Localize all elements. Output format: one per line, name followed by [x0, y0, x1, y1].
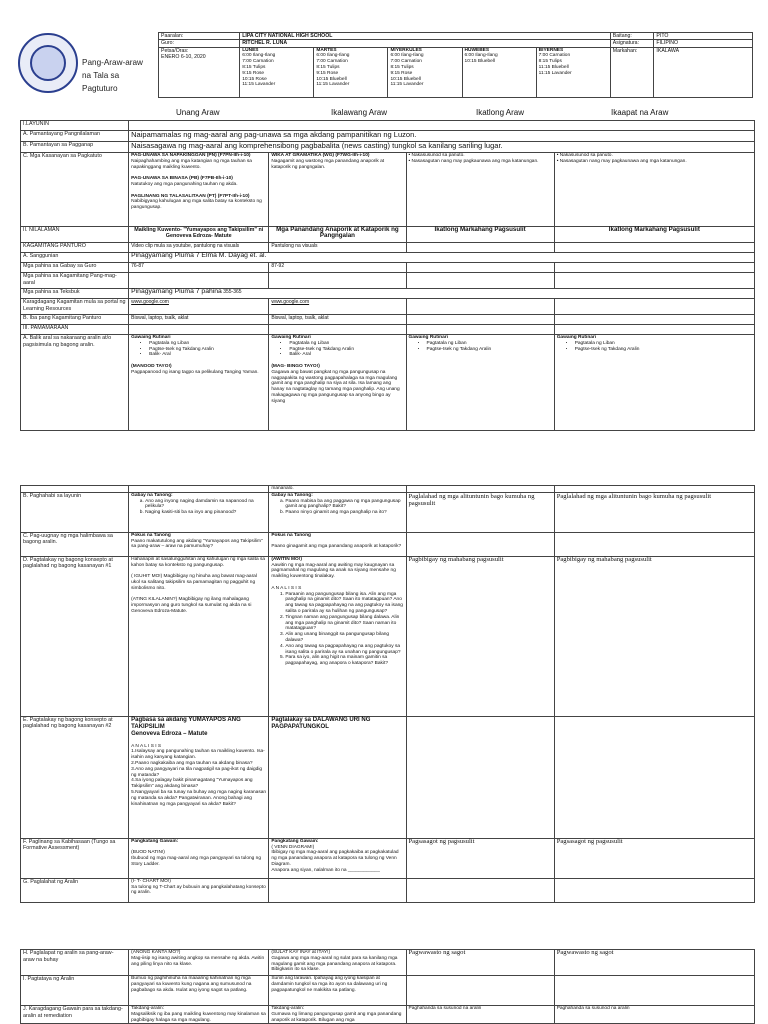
schedule-day-2: MARTES 6:00 Ilang-Ilang 7:00 Carnation 8:15 Tulips 9:15 Rose 10:15 Bluebell 11:15 Lavander	[314, 47, 388, 97]
competencies-day-4: • Nakasusunod sa panuto. • Nasasagutan nang may pagkaunawa ang mga katanungan.	[554, 153, 754, 227]
deped-seal-logo	[18, 33, 78, 93]
quarter-value: IKALAWA	[654, 47, 753, 97]
subject-value: FILIPINO	[654, 40, 753, 47]
discussion-1-day-3: Pagbibigay ng mahabang pagsusulit	[406, 556, 554, 716]
assignment-label: J. Karagdagang Gawain para sa takdang-aralin at remediation	[21, 1006, 129, 1024]
references-text: Pinagyamang Pluma 7 Elma M. Dayag et. al.	[129, 253, 755, 263]
competencies-day-3: • Nakasusunod sa panuto. • Nasasagutan nang may pagkaunawa ang mga katanungan.	[406, 153, 554, 227]
review-day-2: Gawaing Rutinari • Pagtatala ng Liban • Pagtse-tsek ng Takdang Aralin • Balik- Aral (MAG- BINGO TAYO!) Gagawa ang bawat pangkat ng mga pangungusap na nagpapakita ng wastong pagpapahalaga sa mga magulang gamit ang mga panghalip na siya at sila. Isa lamang ang hanay na nagtataglay ng tamang mga panghalip. Ang unang makagagawa ng mga pangungusap sa anyong bingo ay siyang	[269, 335, 406, 431]
learner-materials-label: Mga pahina sa Kagamitang Pang-mag-aaral	[21, 273, 129, 289]
schedule-day-3: MIYERKULES 6:00 Ilang-Ilang 7:00 Carnation 8:15 Tulips 9:15 Rose 10:15 Bluebell 11:15 Lavander	[388, 47, 462, 97]
day-header-2: Ikalawang Araw	[331, 108, 388, 117]
textbook-text: Pinagyamang Pluma 7 pahina 355-365	[129, 289, 755, 299]
teacher-guide-label: Mga pahina sa Gabay sa Guro	[21, 263, 129, 273]
application-day-1: (ANONG KANTA MO?) Mag-iisip ng isang awiting angkop sa mensahe ng akda. Awitin ang piling linya nito sa klase.	[129, 950, 269, 976]
mastery-day-3: Pagsasagot ng pagsusulit	[406, 838, 554, 878]
performance-standard-text: Naisasagawa ng mag-aaral ang komprehensibong pagbabalita (news casting) tungkol sa kanilang sariling lugar.	[129, 142, 755, 153]
other-materials-day-1: Biswal, laptop, tsalk, aklat	[129, 315, 269, 325]
school-label: Paaralan:	[159, 33, 240, 40]
generalization-label: G. Paglalahat ng Aralin	[21, 878, 129, 902]
other-materials-label: B. Iba pang Kagamitang Panturo	[21, 315, 129, 325]
competencies-day-1: PAG-UNAWA SA NAPAKINGGAN (PN) (F7PN-IIh-i-10) Naipaghahambing ang mga katangian ng mga tauhan sa napakinggang maikling kuwento. PAG-UNAWA SA BINASA (PB) (F7PB-IIh-i-10) Natutukoy ang mga pangunahing tauhan ng akda. PAGLINANG NG TALASALITAAN (PT) (F7PT-IIh-i-10) Nabibigyang kahulugan ang mga salita batay sa konteksto ng pangungusap.	[129, 153, 269, 227]
discussion-2-label: E. Pagtalakay ng bagong konsepto at paglalahad ng bagong kasanayan #2	[21, 716, 129, 838]
plan-table-page-1	[20, 120, 755, 431]
evaluation-label: I. Pagtataya ng Aralin	[21, 976, 129, 1006]
teacher-guide-day-2: 87-92	[269, 263, 406, 273]
performance-standard-label: B. Pamantayan sa Pagganap	[21, 142, 129, 153]
discussion-2-day-2: Pagtalakay sa DALAWANG URI NG PAGPAPATUNGKOL	[269, 716, 406, 838]
application-day-4: Pagwawasto ng sagot	[554, 950, 754, 976]
mastery-day-2: Pangkatang Gawain: ( VENN DIAGRAM!) Ibibigay ng mga mag-aaral ang pagkakaiba at pagkakatulad ng mga panandang anapora at katapora sa tulong ng Venn Diagram. Anapora ang siyan, nalalman ito na ____________	[269, 838, 406, 878]
grade-value: PITO	[654, 33, 753, 40]
teacher-value: RITCHEL R. LUNA	[240, 40, 611, 47]
review-day-1: Gawaing Rutinari • Pagtatala ng Liban • Pagtse-tsek ng Takdang Aralin • Balik- Aral (MANOOD TAYO!) Pagpapanood ng isang tagpo sa pelikulang Tanging Yaman.	[129, 335, 269, 431]
plan-table-page-3	[20, 949, 755, 1024]
grade-label: Baitang:	[610, 33, 654, 40]
discussion-1-day-4: Pagbibigay ng mahabang pagsusulit	[554, 556, 754, 716]
content-label: II. NILALAMAN	[21, 227, 129, 243]
competencies-label: C. Mga Kasanayan sa Pagkatuto	[21, 153, 129, 227]
purpose-day-4: Paglalahad ng mga alituntunin bago kumuha ng pagsusulit	[554, 492, 754, 532]
content-day-4: Ikatlong Markahang Pagsusulit	[554, 227, 754, 243]
review-label: A. Balik aral sa nakaraang aralin at/o pagsisimula ng bagong aralin.	[21, 335, 129, 431]
date-label: Petsa/Oras:	[161, 47, 189, 54]
purpose-day-1: Gabay na Tanong: a. Ano ang inyong naging damdamin sa napanood na pelikula? b. Naging kasiti-siti ba sa inyo ang pinanood?	[129, 492, 269, 532]
assignment-day-4: Paghahanda sa susunod na aralin	[554, 1006, 754, 1024]
examples-day-2: Pokus na Tanong Paano ginagamit ang mga panandang anaporik at kataporik?	[269, 532, 406, 556]
additional-materials-label: Karagdagang Kagamitan mula sa portal ng Learning Resources	[21, 299, 129, 315]
teacher-label: Guro:	[159, 40, 240, 47]
mastery-day-4: Pagsasagot ng pagsusulit	[554, 838, 754, 878]
schedule-day-1: LUNES 6:00 Ilang-Ilang 7:00 Carnation 8:15 Tulips 9:15 Rose 10:15 Rose 11:15 Lavander	[240, 47, 314, 97]
discussion-1-label: D. Pagtalakay ng bagong konsepto at paglalahad ng bagong kasanayan #1	[21, 556, 129, 716]
procedures-label: III. PAMAMARAAN	[21, 325, 129, 335]
purpose-day-3: Paglalahad ng mga alituntunin bago kumuha ng pagsusulit	[406, 492, 554, 532]
materials-day-2: Pantulong na visuals	[269, 243, 406, 253]
content-day-2: Mga Panandang Anaporik at Kataporik ng Pangngalan	[269, 227, 406, 243]
content-standard-text: Naipamamalas ng mag-aaral ang pag-unawa sa mga akdang pampanitikan ng Luzon.	[129, 131, 755, 142]
continued-text: mananalo.	[269, 486, 406, 493]
link-google-day-2[interactable]: www.google.com	[269, 299, 406, 315]
materials-label: KAGAMITANG PANTURO	[21, 243, 129, 253]
schedule-day-4: HUWEBES 6:00 Ilang-Ilang 10:15 Bluebell	[462, 47, 536, 97]
assignment-day-1: Takdang-aralin: Magsaliksik ng iba pang maikling kuwentong may kinalaman sa pagbibigay halaga sa mga magulang.	[129, 1006, 269, 1024]
assignment-day-2: Takdang-aralin: Gumawa ng limang pangungusap gamit ang mga panandang anaporik at kataporik. Bilugan ang mga	[269, 1006, 406, 1024]
subject-label: Asignatura:	[610, 40, 654, 47]
content-standard-label: A. Pamantayang Pangnilalaman	[21, 131, 129, 142]
schedule-day-5: BIYERNES 7:00 Carnation 8:15 Tulips 11:15 Bluebell 11:15 Lavander	[536, 47, 610, 97]
content-day-3: Ikatlong Markahang Pagsusulit	[406, 227, 554, 243]
school-value: LIPA CITY NATIONAL HIGH SCHOOL	[240, 33, 611, 40]
discussion-2-day-1: Pagbasa sa akdang YUMAYAPOS ANG TAKIPSILIM Genoveva Edroza – Matute A N A L I S I S 1.Isalaysay ang pangunahing tauhan sa maikling kuwento. Isa- isahin ang kanyang katangian. 2.Paano nagkakaiba ang mga tauhan sa akdang binasa? 3.Ano ang pangyayari na tila nagpatigil sa pag-ikot ng daigdig ng matanda? 4.Sa iyong palagay bakit pinamagatang "Yumayapos ang Takipsilim" ang akdang binasa? 5.Nangyayari ba sa tunay na buhay ang mga naging karanasan ng matanda sa akda? Pangatwiranan. Anong bahagi ang kinahinatnan ng mga pangyayari sa akda? Bakit?	[129, 716, 269, 838]
page-title: Pang-Araw-araw na Tala sa Pagtuturo	[82, 58, 143, 93]
application-day-3: Pagwawasto ng sagot	[406, 950, 554, 976]
review-day-3: Gawaing Rutinari • Pagtatala ng Liban • Pagtse-tsek ng Takdang Aralin	[406, 335, 554, 431]
application-label: H. Paglalapat ng aralin sa pang-araw- araw na buhay	[21, 950, 129, 976]
discussion-1-day-2: (AWITIN MO!) Aawitin ng mga mag-aaral ang awiting may kaugnayan sa pagmamahal ng magulang sa anak na siyang mensahe ng maikling kuwentong tinalakay. A N A L I S I S 1. Paraanin ang pangungusap bilang isa. Alin ang mga panghalip na ginamit dito? Saan ito matatagpuan? Ano ang tawag sa pagpapahayag na ang pagtukoy sa isang salita o parirala ay sa hulihan ng pangungusap? 2. Tingnan naman ang pangungusap bilang dalawa. Alin ang mga panghalip na ginamit dito? Saan naman ito matatagpuan? 3. Alin ang unang binanggit sa pangungusap bilang dalawa? 4. Ano ang tawag sa pagpapahayag na ang pagtukoy sa isang salita o parirala ay sa unahan ng pangungusap? 5. Para sa iyo, alin ang higit na mainam gamitin sa pagpapahayag, ang anapora o katapora? Bakit?	[269, 556, 406, 716]
purpose-day-2: Gabay na Tanong: a. Paano mabisa ba ang paggawa ng mga pangungusap gamit ang panghalip? Bakit? b. Paano ninyo ginamit ang mga panghalip na ito?	[269, 492, 406, 532]
plan-table-page-2	[20, 485, 755, 903]
references-label: A. Sanggunian	[21, 253, 129, 263]
date-value: ENERO 6-10, 2020	[161, 53, 206, 60]
purpose-label: B. Paghahabi sa layunin	[21, 492, 129, 532]
evaluation-day-1: Bumuo ng paghihinuha na maaaring kahinatnan ng mga pangyayari sa kuwento kung nagana ang sumusunod na pagbabago sa akda. Isulat ang iyong sagot sa patlang.	[129, 976, 269, 1006]
quarter-label: Markahan:	[610, 47, 654, 97]
teacher-guide-day-1: 76-87	[129, 263, 269, 273]
generalization-day-1: (I- T- CHART MO!) Sa tulong ng T-Chart ay bubuuin ang pangkalahatang konsepto ng aralin.	[129, 878, 269, 902]
header-table	[158, 32, 753, 98]
evaluation-day-2: Suriin ang larawan. Ipahayag ang iyong kaisipan at damdamin tungkol sa mga ito ayon sa dalawang uri ng pagpapatungkol ne makikita sa patlang.	[269, 976, 406, 1006]
other-materials-day-2: Biswal, laptop, tsalk, aklat	[269, 315, 406, 325]
textbook-label: Mga pahina sa Teksbuk	[21, 289, 129, 299]
day-header-1: Unang Araw	[176, 108, 220, 117]
materials-day-1: Video clip mula sa youtube, pantulong na visuals	[129, 243, 269, 253]
link-google-day-1[interactable]: www.google.com	[129, 299, 269, 315]
day-header-3: Ikatlong Araw	[476, 108, 525, 117]
competencies-day-2: WIKA AT GRAMATIKA (WG) (F7WG-IIh-i-10) Nagagamit ang wastong mga panandang anaporik at kataporik ng pangngalan.	[269, 153, 406, 227]
discussion-1-day-1: Hahanapin at sasalungguhitan ang kahulugan ng mga salita sa kahon batay sa konteksto ng pangungusap. ( IGUHIT MO!) Magbibigay ng hinuha ang bawat mag-aaral ukol sa salitang takipsilim sa pamamagitan ng pagguhit ng simbolismo nito. (ATING KILALANIN?) Magbibigay ng ilang mahalagang impormasyon ang guro tungkol sa sumulat ng akda na si Genoveva Edroza-Matute.	[129, 556, 269, 716]
application-day-2: (SULAT KAY INAY at ITAY!) Gagawa ang mga mag-aaral ng sulat para sa kanilang mga magulang gamit ang mga panandang anapora at katapora. Bibigkasin ito sa klase.	[269, 950, 406, 976]
examples-day-1: Pokus na Tanong Paano makatutulong ang akdang "Yumayapos ang Takipsilim" sa pang-araw – araw na pamumuhay?	[129, 532, 269, 556]
examples-label: C. Pag-uugnay ng mga halimbawa sa bagong aralin.	[21, 532, 129, 556]
mastery-label: F. Paglinang sa Kabihasaan (Tungo sa Formative Assessment)	[21, 838, 129, 878]
mastery-day-1: Pangkatang Gawain: (BUOD NATIN!) Ibubuod ng mga mag-aaral ang mga pangyayari sa tulong ng Story Ladder.	[129, 838, 269, 878]
objectives-label: I.LAYUNIN	[21, 121, 129, 131]
review-day-4: Gawaing Rutinari • Pagtatala ng Liban • Pagtse-tsek ng Takdang Aralin	[554, 335, 754, 431]
assignment-day-3: Paghahanda sa susunod na aralin	[406, 1006, 554, 1024]
content-day-1: Maikling Kuwento- "Yumayapos ang Takipsilim" ni Genoveva Edroza- Matute	[129, 227, 269, 243]
day-header-4: Ikaapat na Araw	[611, 108, 669, 117]
